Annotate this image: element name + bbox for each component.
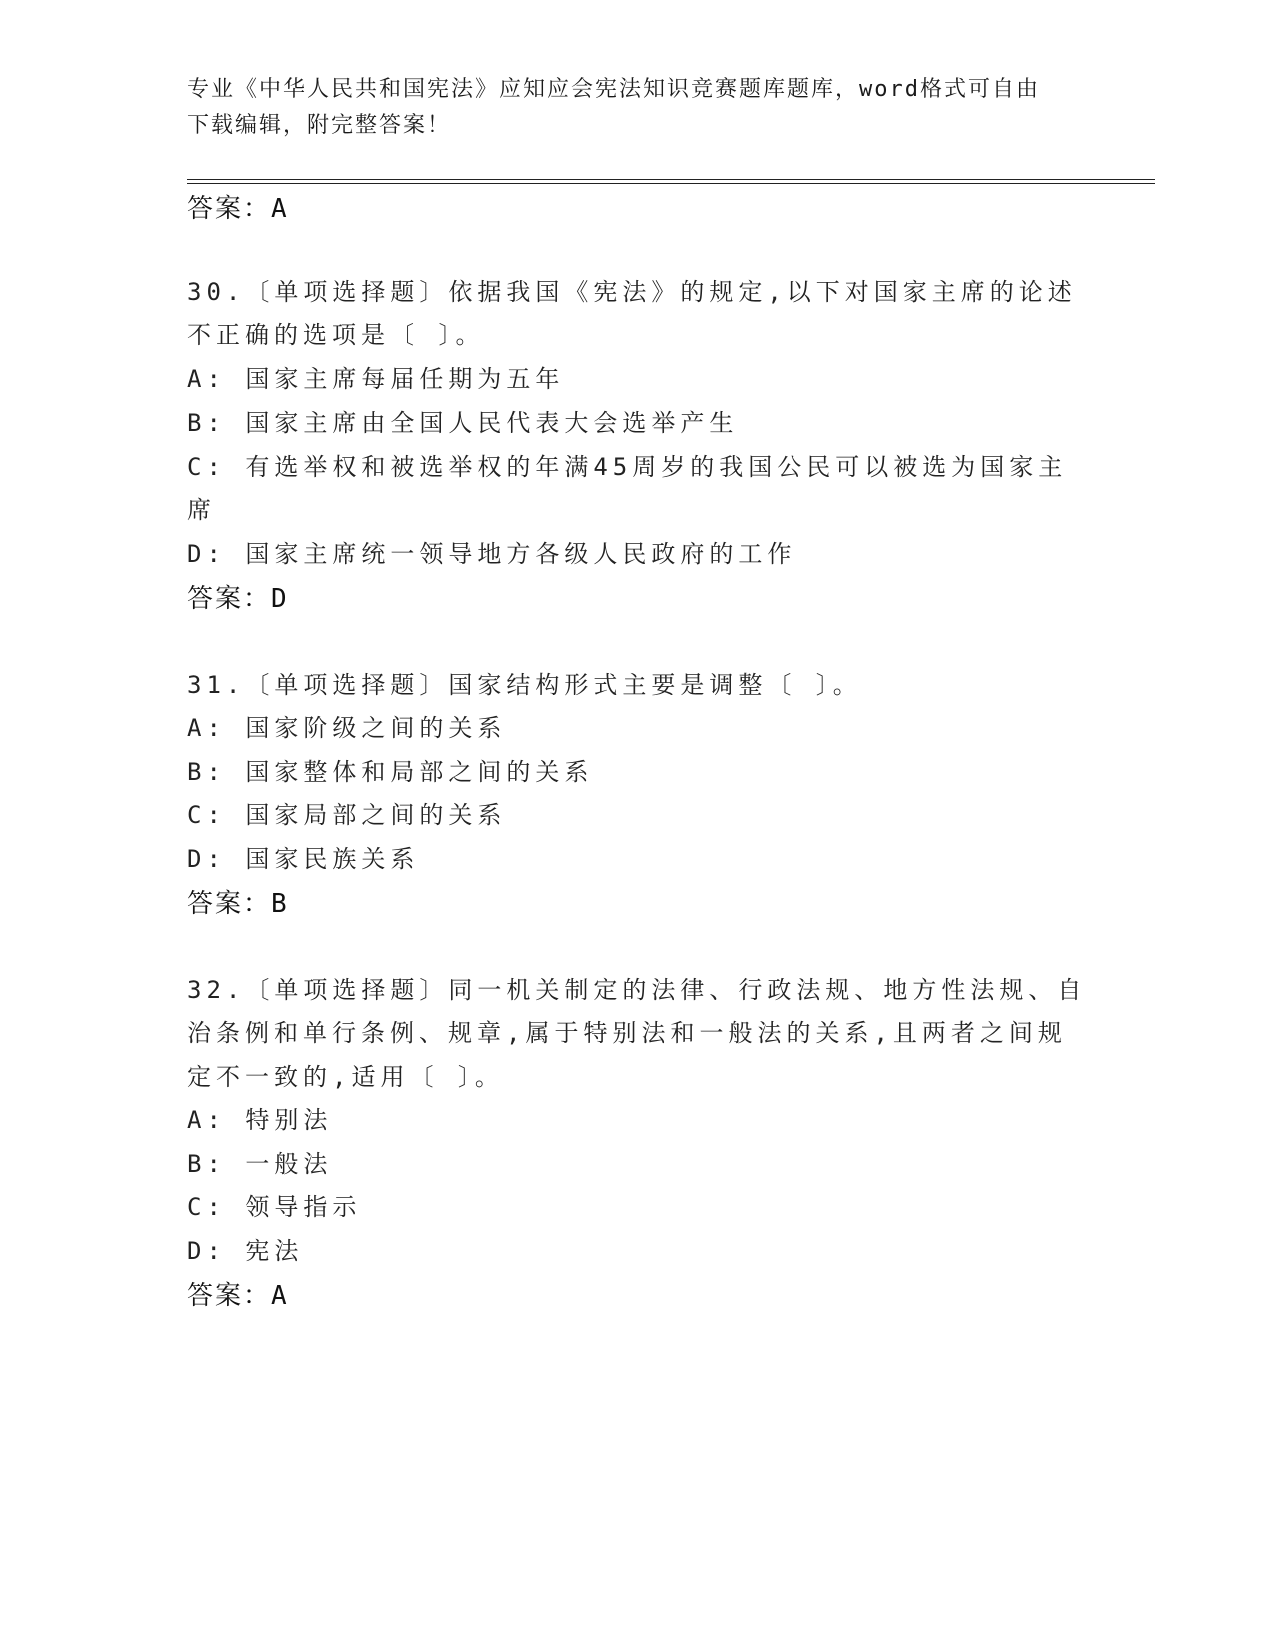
answer-label: 答案： [187, 584, 272, 614]
q30-option-c-cont: 席 [187, 496, 216, 524]
answer-value: A [271, 194, 289, 224]
q31-answer [187, 883, 289, 920]
q30-answer [187, 578, 289, 615]
q30-option-a: A: 国家主席每届任期为五年 [187, 365, 565, 393]
q30-option-c: C: 有选举权和被选举权的年满45周岁的我国公民可以被选为国家主 [187, 453, 1068, 481]
q32-stem-line-1: 32.〔单项选择题〕同一机关制定的法律、行政法规、地方性法规、自 [187, 976, 1087, 1004]
q31-option-b: B: 国家整体和局部之间的关系 [187, 758, 594, 786]
header-line-2: 下载编辑，附完整答案！ [187, 113, 452, 138]
prev-answer [187, 188, 289, 225]
q31-stem-line-1: 31.〔单项选择题〕国家结构形式主要是调整〔 〕。 [187, 671, 862, 699]
answer-label: 答案： [187, 889, 272, 919]
header-divider-top [187, 179, 1155, 180]
q31-option-c: C: 国家局部之间的关系 [187, 801, 507, 829]
answer-value: B [271, 889, 289, 919]
q31-option-d: D: 国家民族关系 [187, 845, 420, 873]
q30-stem-line-2: 不正确的选项是〔 〕。 [187, 321, 485, 349]
q32-option-c: C: 领导指示 [187, 1193, 362, 1221]
answer-label: 答案： [187, 1281, 272, 1311]
document-header [187, 72, 1067, 144]
q32-option-a: A: 特别法 [187, 1106, 333, 1134]
q30-option-b: B: 国家主席由全国人民代表大会选举产生 [187, 409, 739, 437]
q30-option-d: D: 国家主席统一领导地方各级人民政府的工作 [187, 540, 797, 568]
q31-option-a: A: 国家阶级之间的关系 [187, 714, 507, 742]
answer-value: D [271, 584, 289, 614]
q32-stem-line-2: 治条例和单行条例、规章,属于特别法和一般法的关系,且两者之间规 [187, 1019, 1067, 1047]
q32-option-b: B: 一般法 [187, 1150, 333, 1178]
header-divider-bottom [187, 183, 1155, 184]
q32-stem-line-3: 定不一致的,适用〔 〕。 [187, 1063, 504, 1091]
q30-stem-line-1: 30.〔单项选择题〕依据我国《宪法》的规定,以下对国家主席的论述 [187, 278, 1077, 306]
answer-label: 答案： [187, 194, 272, 224]
q32-option-d: D: 宪法 [187, 1237, 304, 1265]
q32-answer [187, 1275, 289, 1312]
header-line-1: 专业《中华人民共和国宪法》应知应会宪法知识竞赛题库题库，word格式可自由 [187, 77, 1040, 102]
answer-value: A [271, 1281, 289, 1311]
